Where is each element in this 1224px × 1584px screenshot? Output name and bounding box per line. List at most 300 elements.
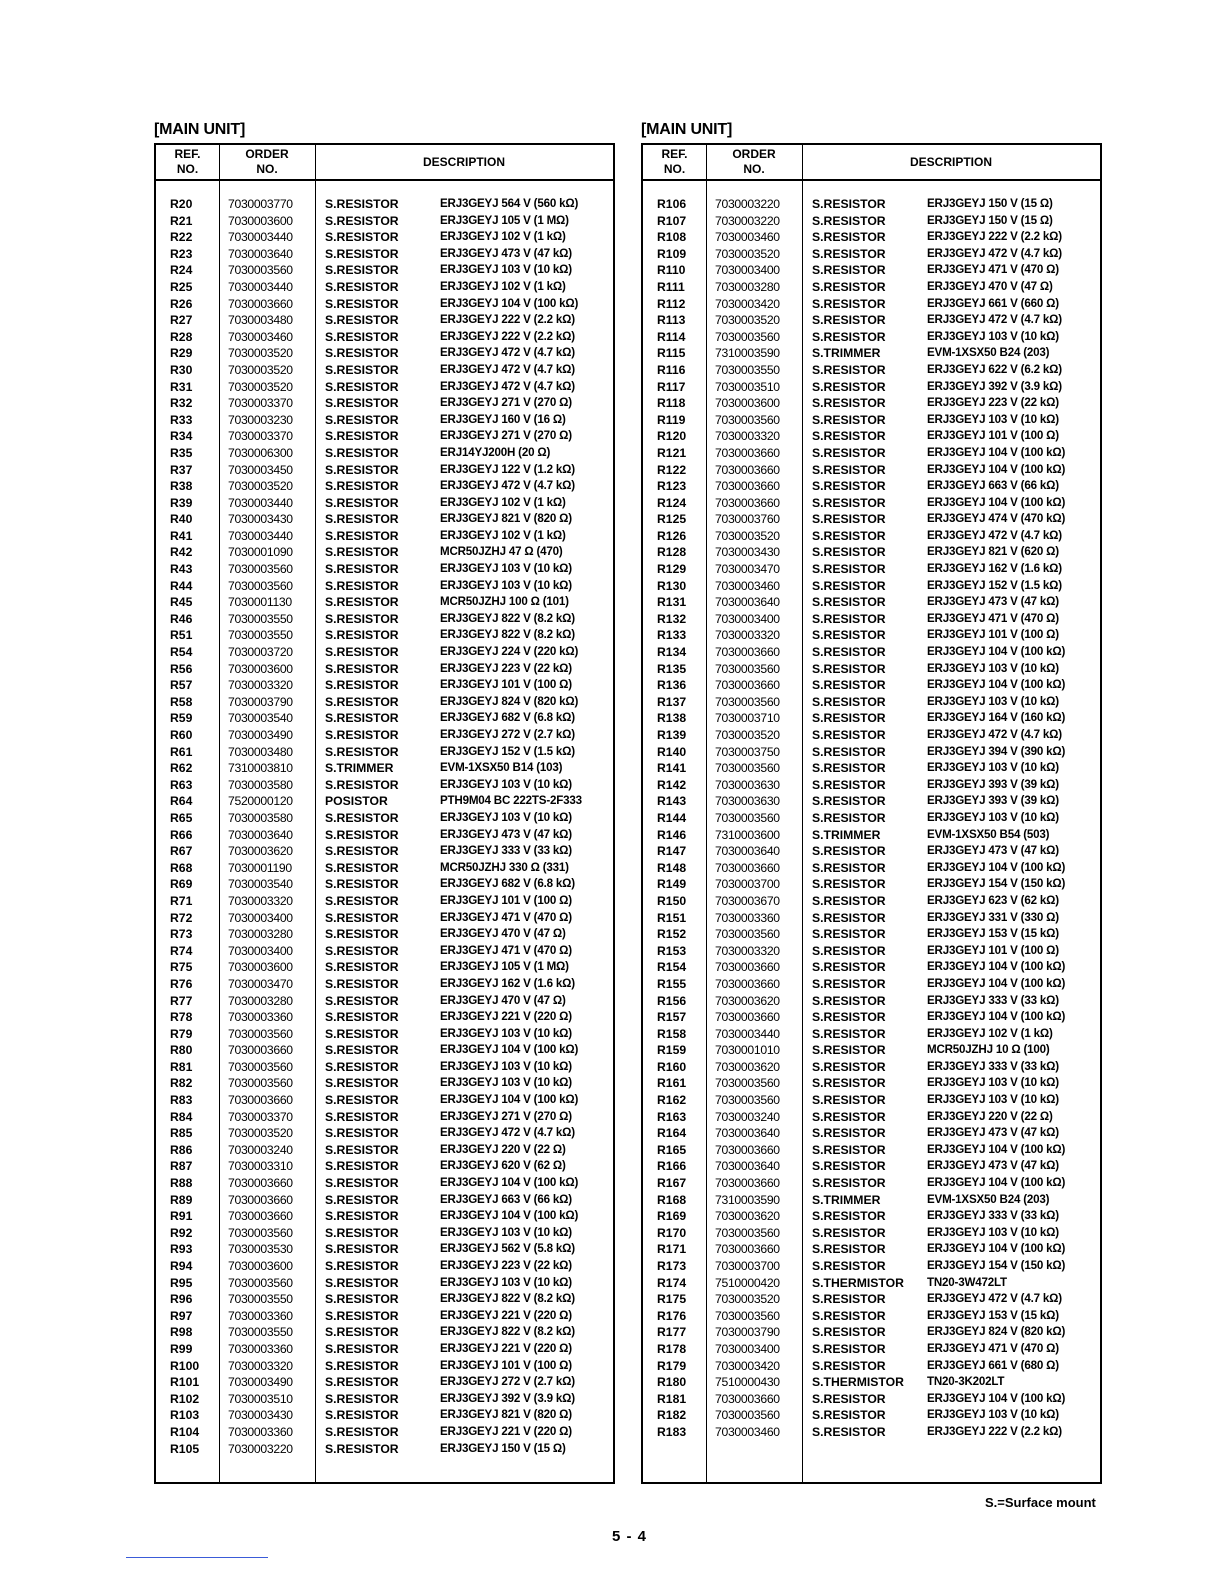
order-no: 7030003700 <box>715 877 780 892</box>
part-value: ERJ3GEYJ 473 V (47 kΩ) <box>927 595 1059 609</box>
part-value: ERJ3GEYJ 222 V (2.2 kΩ) <box>440 329 575 343</box>
part-type: S.RESISTOR <box>325 1142 399 1157</box>
order-no: 7030003560 <box>715 1093 780 1108</box>
part-value: ERJ3GEYJ 661 V (660 Ω) <box>927 296 1059 310</box>
ref-no: R76 <box>170 976 193 991</box>
ref-no: R133 <box>657 628 687 643</box>
header-description: DESCRIPTION <box>422 154 505 169</box>
ref-no: R168 <box>657 1192 687 1207</box>
order-no: 7030003470 <box>228 976 293 991</box>
part-type: S.RESISTOR <box>812 1391 886 1406</box>
table-row <box>643 578 1100 595</box>
order-no: 7030003660 <box>715 495 780 510</box>
part-value: ERJ3GEYJ 103 V (10 kΩ) <box>440 562 572 576</box>
part-type: S.RESISTOR <box>325 1159 399 1174</box>
part-type: S.RESISTOR <box>812 495 886 510</box>
table-row <box>643 213 1100 230</box>
order-no: 7030003600 <box>228 960 293 975</box>
part-type: S.RESISTOR <box>812 263 886 278</box>
part-value: ERJ3GEYJ 101 V (100 Ω) <box>440 678 572 692</box>
part-type: S.RESISTOR <box>325 213 399 228</box>
part-value: ERJ3GEYJ 103 V (10 kΩ) <box>440 1059 572 1073</box>
part-type: S.TRIMMER <box>812 1192 881 1207</box>
part-value: ERJ3GEYJ 103 V (10 kΩ) <box>927 1225 1059 1239</box>
order-no: 7030003660 <box>228 1093 293 1108</box>
table-row <box>643 893 1100 910</box>
part-value: ERJ3GEYJ 102 V (1 kΩ) <box>927 1026 1053 1040</box>
part-value: ERJ3GEYJ 472 V (4.7 kΩ) <box>440 379 575 393</box>
order-no: 7030003620 <box>715 1209 780 1224</box>
ref-no: R30 <box>170 362 193 377</box>
order-no: 7030003440 <box>228 528 293 543</box>
table-row <box>643 395 1100 412</box>
ref-no: R93 <box>170 1242 193 1257</box>
part-value: ERJ3GEYJ 473 V (47 kΩ) <box>927 1159 1059 1173</box>
order-no: 7030003520 <box>715 728 780 742</box>
order-no: 7030003550 <box>228 628 293 643</box>
part-type: S.RESISTOR <box>325 197 399 211</box>
table-row <box>156 428 613 445</box>
ref-no: R135 <box>657 661 687 676</box>
part-value: ERJ3GEYJ 222 V (2.2 kΩ) <box>927 230 1062 244</box>
ref-no: R86 <box>170 1142 193 1157</box>
part-value: ERJ3GEYJ 102 V (1 kΩ) <box>440 279 566 293</box>
table-row <box>156 544 613 561</box>
part-type: S.TRIMMER <box>812 827 881 842</box>
part-value: ERJ3GEYJ 473 V (47 kΩ) <box>440 246 572 260</box>
part-type: POSISTOR <box>325 794 388 809</box>
table-row <box>643 312 1100 329</box>
part-type: S.RESISTOR <box>812 1126 886 1141</box>
ref-no: R164 <box>657 1126 687 1141</box>
order-no: 7030003600 <box>228 1259 293 1273</box>
order-no: 7030003560 <box>715 927 780 942</box>
ref-no: R27 <box>170 313 193 328</box>
ref-no: R147 <box>657 844 687 859</box>
table-row <box>643 1075 1100 1092</box>
table-row <box>156 1407 613 1424</box>
part-type: S.RESISTOR <box>812 1259 886 1273</box>
ref-no: R180 <box>657 1375 687 1390</box>
ref-no: R45 <box>170 595 193 610</box>
order-no: 7030003660 <box>228 1209 293 1224</box>
ref-no: R129 <box>657 562 687 577</box>
parts-table <box>154 143 615 1484</box>
ref-no: R46 <box>170 611 193 626</box>
part-value: ERJ3GEYJ 103 V (10 kΩ) <box>440 1275 572 1289</box>
part-value: ERJ3GEYJ 101 V (100 Ω) <box>927 943 1059 957</box>
part-value: ERJ3GEYJ 102 V (1 kΩ) <box>440 230 566 244</box>
ref-no: R79 <box>170 1026 193 1041</box>
part-value: ERJ3GEYJ 103 V (10 kΩ) <box>927 661 1059 675</box>
table-row <box>643 229 1100 246</box>
part-value: ERJ14YJ200H (20 Ω) <box>440 445 551 459</box>
part-value: ERJ3GEYJ 103 V (10 kΩ) <box>927 1076 1059 1090</box>
part-value: ERJ3GEYJ 822 V (8.2 kΩ) <box>440 1325 575 1339</box>
table-row <box>156 694 613 711</box>
part-type: S.RESISTOR <box>325 1308 399 1323</box>
table-row <box>643 279 1100 296</box>
part-type: S.RESISTOR <box>812 744 886 759</box>
table-row <box>643 1341 1100 1358</box>
part-value: ERJ3GEYJ 821 V (620 Ω) <box>927 545 1059 559</box>
part-value: ERJ3GEYJ 822 V (8.2 kΩ) <box>440 1292 575 1306</box>
part-type: S.RESISTOR <box>325 728 399 742</box>
table-row <box>156 1424 613 1441</box>
table-row <box>156 213 613 230</box>
ref-no: R174 <box>657 1275 687 1290</box>
ref-no: R112 <box>657 296 686 311</box>
parts-list-right <box>641 117 1102 1484</box>
part-type: S.RESISTOR <box>325 246 399 261</box>
table-row <box>643 1158 1100 1175</box>
ref-no: R183 <box>657 1424 687 1439</box>
part-type: S.RESISTOR <box>812 528 886 543</box>
part-type: S.RESISTOR <box>812 1292 886 1307</box>
part-type: S.RESISTOR <box>812 1225 886 1240</box>
table-row <box>156 661 613 678</box>
part-value: MCR50JZHJ 330 Ω (331) <box>440 860 569 874</box>
ref-no: R56 <box>170 661 193 676</box>
order-no: 7030003560 <box>715 412 780 427</box>
table-row <box>643 1208 1100 1225</box>
part-type: S.RESISTOR <box>812 860 886 875</box>
ref-no: R170 <box>657 1225 687 1240</box>
order-no: 7030003490 <box>228 1375 293 1390</box>
ref-no: R136 <box>657 678 687 693</box>
part-type: S.RESISTOR <box>812 1176 886 1191</box>
ref-no: R150 <box>657 893 687 908</box>
part-value: ERJ3GEYJ 101 V (100 Ω) <box>927 628 1059 642</box>
part-value: ERJ3GEYJ 221 V (220 Ω) <box>440 1424 572 1438</box>
table-row <box>156 777 613 794</box>
table-row <box>643 1059 1100 1076</box>
part-value: ERJ3GEYJ 150 V (15 Ω) <box>927 213 1053 227</box>
table-row <box>156 395 613 412</box>
part-type: S.RESISTOR <box>325 545 399 560</box>
part-type: S.RESISTOR <box>812 1242 886 1257</box>
ref-no: R20 <box>170 197 193 211</box>
table-row <box>643 1391 1100 1408</box>
ref-no: R85 <box>170 1126 193 1141</box>
ref-no: R106 <box>657 197 687 211</box>
part-value: ERJ3GEYJ 272 V (2.7 kΩ) <box>440 728 575 741</box>
ref-no: R78 <box>170 1010 193 1025</box>
ref-no: R149 <box>657 877 687 892</box>
order-no: 7030003540 <box>228 711 293 726</box>
part-value: ERJ3GEYJ 472 V (4.7 kΩ) <box>440 346 575 360</box>
part-type: S.RESISTOR <box>812 479 886 494</box>
ref-no: R109 <box>657 246 687 261</box>
table-row <box>643 959 1100 976</box>
ref-no: R153 <box>657 943 687 958</box>
order-no: 7030003560 <box>715 694 780 709</box>
ref-no: R43 <box>170 562 193 577</box>
part-value: ERJ3GEYJ 103 V (10 kΩ) <box>927 329 1059 343</box>
part-value: ERJ3GEYJ 104 V (100 kΩ) <box>440 1176 579 1190</box>
order-no: 7030003640 <box>228 246 293 261</box>
table-row <box>643 1241 1100 1258</box>
table-row <box>156 262 613 279</box>
part-type: S.RESISTOR <box>812 993 886 1008</box>
ref-no: R40 <box>170 512 193 527</box>
ref-no: R113 <box>657 313 686 328</box>
ref-no: R82 <box>170 1076 193 1091</box>
ref-no: R141 <box>657 761 687 776</box>
ref-no: R143 <box>657 794 687 809</box>
part-type: S.RESISTOR <box>812 197 886 211</box>
part-type: S.RESISTOR <box>812 927 886 942</box>
ref-no: R57 <box>170 678 193 693</box>
order-no: 7030003620 <box>715 993 780 1008</box>
table-row <box>643 1192 1100 1209</box>
order-no: 7510000430 <box>715 1375 780 1390</box>
ref-no: R103 <box>170 1408 200 1423</box>
order-no: 7030003630 <box>715 777 780 792</box>
order-no: 7030003660 <box>228 1192 293 1207</box>
part-value: ERJ3GEYJ 103 V (10 kΩ) <box>927 810 1059 824</box>
part-value: ERJ3GEYJ 104 V (100 kΩ) <box>440 1043 579 1057</box>
table-row <box>643 544 1100 561</box>
order-no: 7030003560 <box>228 578 293 593</box>
part-type: S.RESISTOR <box>325 263 399 278</box>
part-type: S.RESISTOR <box>325 1375 399 1390</box>
order-no: 7030003420 <box>715 296 780 311</box>
part-type: S.RESISTOR <box>812 329 886 344</box>
order-no: 7030003520 <box>715 1292 780 1307</box>
part-type: S.RESISTOR <box>325 1192 399 1207</box>
ref-no: R120 <box>657 429 687 444</box>
table-row <box>156 843 613 860</box>
ref-no: R73 <box>170 927 193 942</box>
part-value: ERJ3GEYJ 224 V (220 kΩ) <box>440 645 579 659</box>
ref-no: R75 <box>170 960 193 975</box>
part-value: ERJ3GEYJ 221 V (220 Ω) <box>440 1341 572 1355</box>
order-no: 7030003640 <box>715 844 780 859</box>
part-value: ERJ3GEYJ 103 V (10 kΩ) <box>440 578 572 592</box>
part-type: S.RESISTOR <box>325 943 399 958</box>
table-row <box>156 1324 613 1341</box>
table-row <box>156 926 613 943</box>
table-row <box>643 926 1100 943</box>
order-no: 7030003440 <box>715 1026 780 1041</box>
part-value: ERJ3GEYJ 104 V (100 kΩ) <box>440 1209 579 1223</box>
table-row <box>643 1275 1100 1292</box>
ref-no: R131 <box>657 595 687 610</box>
order-no: 7030003560 <box>715 810 780 825</box>
part-value: ERJ3GEYJ 105 V (1 MΩ) <box>440 213 569 227</box>
table-row <box>156 827 613 844</box>
table-row <box>156 1142 613 1159</box>
part-value: ERJ3GEYJ 271 V (270 Ω) <box>440 429 572 443</box>
table-row <box>156 710 613 727</box>
ref-no: R173 <box>657 1259 687 1273</box>
part-value: ERJ3GEYJ 221 V (220 Ω) <box>440 1308 572 1322</box>
order-no: 7030003790 <box>715 1325 780 1340</box>
table-row <box>643 196 1100 213</box>
ref-no: R54 <box>170 645 193 660</box>
table-row <box>156 412 613 429</box>
order-no: 7030003370 <box>228 396 293 411</box>
part-type: S.RESISTOR <box>812 396 886 411</box>
table-row <box>156 627 613 644</box>
order-no: 7030003560 <box>228 1076 293 1091</box>
table-row <box>156 860 613 877</box>
part-type: S.RESISTOR <box>325 711 399 726</box>
order-no: 7510000420 <box>715 1275 780 1290</box>
order-no: 7030003710 <box>715 711 780 726</box>
part-type: S.RESISTOR <box>812 445 886 460</box>
order-no: 7030003460 <box>715 230 780 245</box>
part-value: ERJ3GEYJ 473 V (47 kΩ) <box>927 1126 1059 1140</box>
part-type: S.RESISTOR <box>812 893 886 908</box>
order-no: 7030001190 <box>228 860 292 875</box>
part-value: ERJ3GEYJ 471 V (470 Ω) <box>927 263 1059 277</box>
part-type: S.RESISTOR <box>325 810 399 825</box>
order-no: 7030003430 <box>228 512 293 527</box>
part-type: S.RESISTOR <box>325 495 399 510</box>
part-type: S.TRIMMER <box>325 761 394 776</box>
part-type: S.RESISTOR <box>325 528 399 543</box>
order-no: 7030003520 <box>228 346 293 361</box>
ref-no: R100 <box>170 1358 200 1373</box>
ref-no: R144 <box>657 810 687 825</box>
part-value: ERJ3GEYJ 223 V (22 kΩ) <box>440 661 572 675</box>
order-no: 7030003510 <box>228 1391 293 1406</box>
part-value: ERJ3GEYJ 622 V (6.2 kΩ) <box>927 362 1062 376</box>
part-value: ERJ3GEYJ 663 V (66 kΩ) <box>440 1192 572 1206</box>
part-type: S.RESISTOR <box>812 1093 886 1108</box>
order-no: 7030003450 <box>228 462 293 477</box>
table-row <box>643 412 1100 429</box>
part-value: ERJ3GEYJ 152 V (1.5 kΩ) <box>927 578 1062 592</box>
part-type: S.RESISTOR <box>325 1275 399 1290</box>
table-row <box>643 1009 1100 1026</box>
order-no: 7030003400 <box>715 263 780 278</box>
table-row <box>643 511 1100 528</box>
table-row <box>643 760 1100 777</box>
part-value: ERJ3GEYJ 104 V (100 kΩ) <box>927 462 1066 476</box>
table-row <box>156 1441 613 1458</box>
order-no: 7030003770 <box>228 197 293 211</box>
part-type: S.RESISTOR <box>812 562 886 577</box>
order-no: 7030003240 <box>715 1109 780 1124</box>
part-value: ERJ3GEYJ 333 V (33 kΩ) <box>927 993 1059 1007</box>
part-value: EVM-1XSX50 B54 (503) <box>927 827 1050 841</box>
order-no: 7030003670 <box>715 893 780 908</box>
table-row <box>643 329 1100 346</box>
section-title: [MAIN UNIT] <box>154 121 246 138</box>
part-type: S.RESISTOR <box>812 1043 886 1058</box>
ref-no: R98 <box>170 1325 193 1340</box>
order-no: 7030003540 <box>228 877 293 892</box>
part-value: ERJ3GEYJ 103 V (10 kΩ) <box>440 1076 572 1090</box>
part-value: ERJ3GEYJ 150 V (15 Ω) <box>440 1441 566 1455</box>
ref-no: R139 <box>657 728 687 742</box>
table-body <box>643 181 1100 1441</box>
ref-no: R160 <box>657 1059 687 1074</box>
ref-no: R23 <box>170 246 193 261</box>
part-value: ERJ3GEYJ 221 V (220 Ω) <box>440 1010 572 1024</box>
table-row <box>156 312 613 329</box>
table-row <box>643 843 1100 860</box>
order-no: 7030003470 <box>715 562 780 577</box>
part-value: ERJ3GEYJ 104 V (100 kΩ) <box>927 960 1066 974</box>
order-no: 7030003360 <box>228 1308 293 1323</box>
order-no: 7030003560 <box>715 1408 780 1423</box>
table-row <box>156 196 613 213</box>
table-row <box>156 1175 613 1192</box>
part-value: ERJ3GEYJ 103 V (10 kΩ) <box>927 1408 1059 1422</box>
order-no: 7030003560 <box>715 1225 780 1240</box>
part-value: ERJ3GEYJ 821 V (820 Ω) <box>440 1408 572 1422</box>
ref-no: R60 <box>170 728 193 742</box>
part-type: S.RESISTOR <box>325 1093 399 1108</box>
part-value: ERJ3GEYJ 103 V (10 kΩ) <box>927 694 1059 708</box>
ref-no: R155 <box>657 976 687 991</box>
order-no: 7030003460 <box>715 578 780 593</box>
part-type: S.RESISTOR <box>325 412 399 427</box>
table-row <box>643 1424 1100 1441</box>
table-row <box>643 777 1100 794</box>
ref-no: R140 <box>657 744 687 759</box>
table-row <box>643 1374 1100 1391</box>
table-row <box>156 1158 613 1175</box>
part-value: ERJ3GEYJ 663 V (66 kΩ) <box>927 479 1059 493</box>
ref-no: R148 <box>657 860 687 875</box>
table-row <box>643 462 1100 479</box>
ref-no: R87 <box>170 1159 193 1174</box>
ref-no: R152 <box>657 927 687 942</box>
part-type: S.RESISTOR <box>812 462 886 477</box>
part-type: S.RESISTOR <box>325 1259 399 1273</box>
part-type: S.RESISTOR <box>325 1325 399 1340</box>
part-type: S.RESISTOR <box>812 1341 886 1356</box>
order-no: 7030003510 <box>715 379 780 394</box>
order-no: 7030003630 <box>715 794 780 809</box>
part-value: ERJ3GEYJ 104 V (100 kΩ) <box>927 645 1066 659</box>
ref-no: R182 <box>657 1408 687 1423</box>
table-row <box>156 462 613 479</box>
order-no: 7030003370 <box>228 1109 293 1124</box>
part-type: S.RESISTOR <box>325 1292 399 1307</box>
ref-no: R146 <box>657 827 687 842</box>
order-no: 7030003430 <box>715 545 780 560</box>
order-no: 7030003320 <box>715 628 780 643</box>
table-row <box>643 478 1100 495</box>
order-no: 7030003580 <box>228 810 293 825</box>
part-type: S.RESISTOR <box>325 611 399 626</box>
part-value: ERJ3GEYJ 473 V (47 kΩ) <box>927 844 1059 858</box>
order-no: 7030003520 <box>715 528 780 543</box>
part-value: ERJ3GEYJ 103 V (10 kΩ) <box>927 412 1059 426</box>
part-value: ERJ3GEYJ 472 V (4.7 kΩ) <box>440 362 575 376</box>
ref-no: R92 <box>170 1225 193 1240</box>
part-value: TN20-3W472LT <box>927 1275 1007 1289</box>
part-type: S.RESISTOR <box>812 1424 886 1439</box>
part-type: S.RESISTOR <box>325 1424 399 1439</box>
part-type: S.RESISTOR <box>325 1176 399 1191</box>
part-type: S.RESISTOR <box>812 1325 886 1340</box>
order-no: 7310003590 <box>715 1192 780 1207</box>
part-value: ERJ3GEYJ 103 V (10 kΩ) <box>440 1225 572 1239</box>
ref-no: R176 <box>657 1308 687 1323</box>
part-value: ERJ3GEYJ 822 V (8.2 kΩ) <box>440 628 575 642</box>
table-row <box>643 362 1100 379</box>
order-no: 7520000120 <box>228 794 293 809</box>
part-type: S.RESISTOR <box>812 728 886 742</box>
table-row <box>643 793 1100 810</box>
